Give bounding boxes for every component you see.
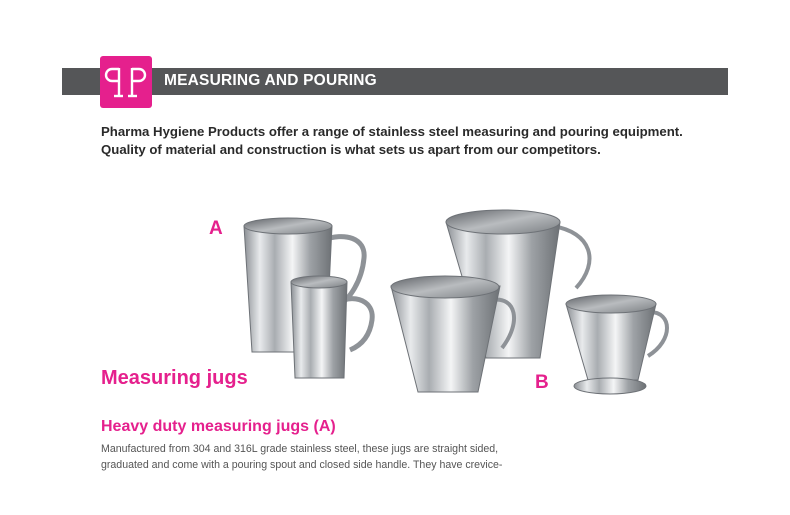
body-paragraph [101, 441, 531, 473]
section-title: Measuring jugs [101, 367, 248, 389]
label-a: A [209, 218, 223, 239]
body-line: Manufactured from 304 and 316L grade stainless steel, these jugs are straight sided, [101, 443, 499, 455]
jug-b-small [566, 295, 667, 394]
body-line: graduated and come with a pouring spout and closed side handle. They have crevice- [101, 459, 503, 471]
label-b: B [535, 372, 549, 393]
intro-line: Pharma Hygiene Products offer a range of stainless steel measuring and pouring equipment. [101, 124, 683, 139]
jug-a-small [291, 276, 372, 378]
page-title: MEASURING AND POURING [164, 72, 377, 89]
intro-line: Quality of material and construction is what sets us apart from our competitors. [101, 142, 601, 157]
section-subtitle: Heavy duty measuring jugs (A) [101, 418, 336, 435]
